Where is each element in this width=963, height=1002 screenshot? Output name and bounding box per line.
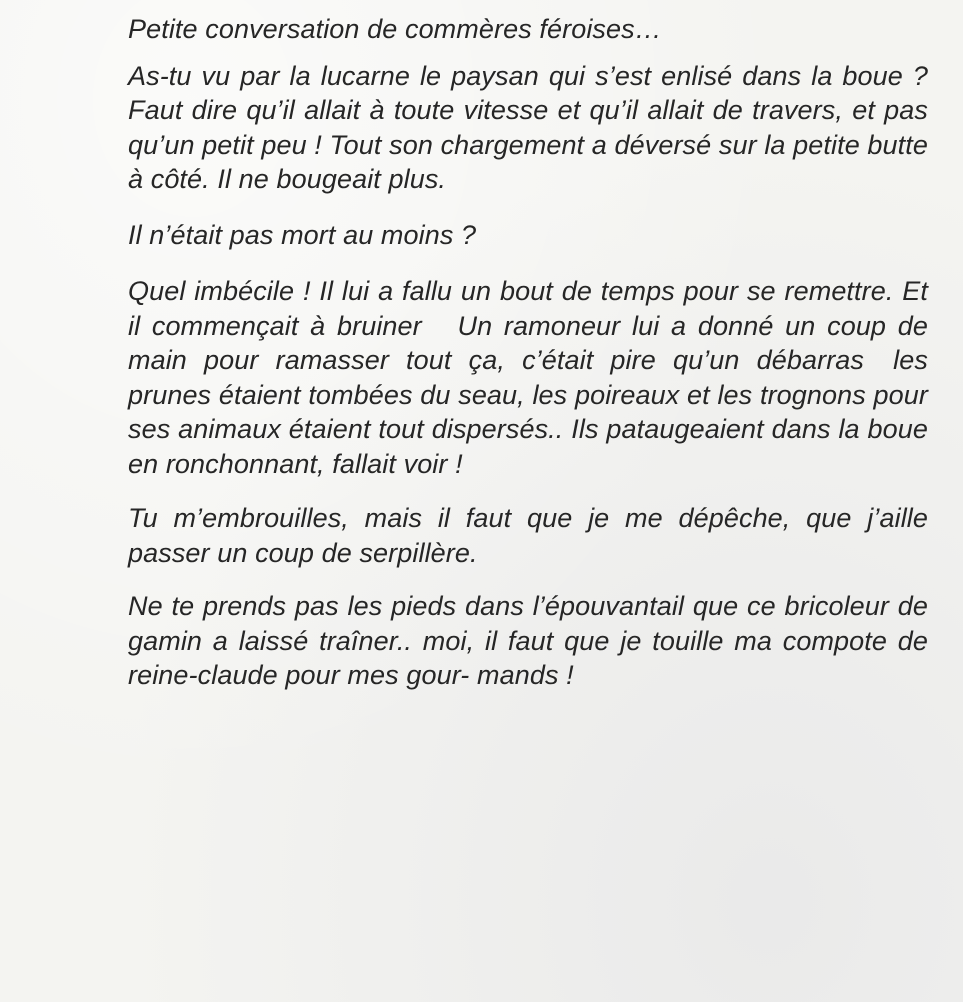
paragraph-line: bougeait plus. <box>276 164 447 194</box>
title-text: Petite conversation de commères féroises… <box>128 14 662 44</box>
paragraph-line: touille ma compote de reine-claude pour mes gour- <box>128 625 928 690</box>
paragraph-line: Quel imbécile ! Il lui a fallu un bout de temps pour se <box>128 276 776 306</box>
document-title <box>128 12 928 47</box>
paragraph-1 <box>128 59 928 197</box>
paragraph-line: dans la boue en ronchonnant, fallait voir ! <box>128 414 928 479</box>
paragraph-line: la boue ? Faut dire qu’il allait à toute vitesse et qu’il <box>128 60 928 125</box>
paragraph-line: remettre. Et il commençait à bruiner <box>128 276 928 341</box>
paragraph-line: Un ramoneur <box>457 310 621 341</box>
paragraph-line: ses animaux étaient tout dispersés.. Ils pataugeaient <box>128 414 764 444</box>
paragraph-line: ça, c’était pire qu’un débarras <box>468 345 865 375</box>
paragraph-line: As-tu vu par la lucarne le paysan qui s’est enlisé dans <box>128 60 802 91</box>
text-block <box>128 12 928 693</box>
paragraph-line: tombées du seau, les poireaux et les trognons pour <box>308 379 928 410</box>
paragraph-line: bricoleur de gamin a laissé traîner.. moi, il faut que je <box>128 591 929 656</box>
paragraph-line: allait de travers, et pas qu’un petit peu ! Tout son <box>128 95 928 160</box>
paragraph-line: Ne te prends pas les pieds dans l’épouvantail que ce <box>128 591 776 621</box>
paragraph-line: j’aille passer un coup de serpillère. <box>128 503 929 568</box>
paragraph-line: mands ! <box>477 660 574 690</box>
paragraph-4 <box>128 501 928 570</box>
paragraph-line: chargement a déversé sur la petite butte à côté. Il ne <box>128 129 928 194</box>
paragraph-line: lui a donné un coup de main pour ramasser tout <box>128 310 928 375</box>
paragraph-5 <box>128 589 928 693</box>
paragraph-line: les prunes étaient <box>128 345 928 410</box>
paragraph-2 <box>128 218 928 253</box>
paragraph-line: Tu m’embrouilles, mais il faut que je me dépêche, que <box>128 503 852 533</box>
paragraph-line: Il n’était pas mort au moins ? <box>128 219 477 250</box>
paragraph-3 <box>128 274 928 481</box>
